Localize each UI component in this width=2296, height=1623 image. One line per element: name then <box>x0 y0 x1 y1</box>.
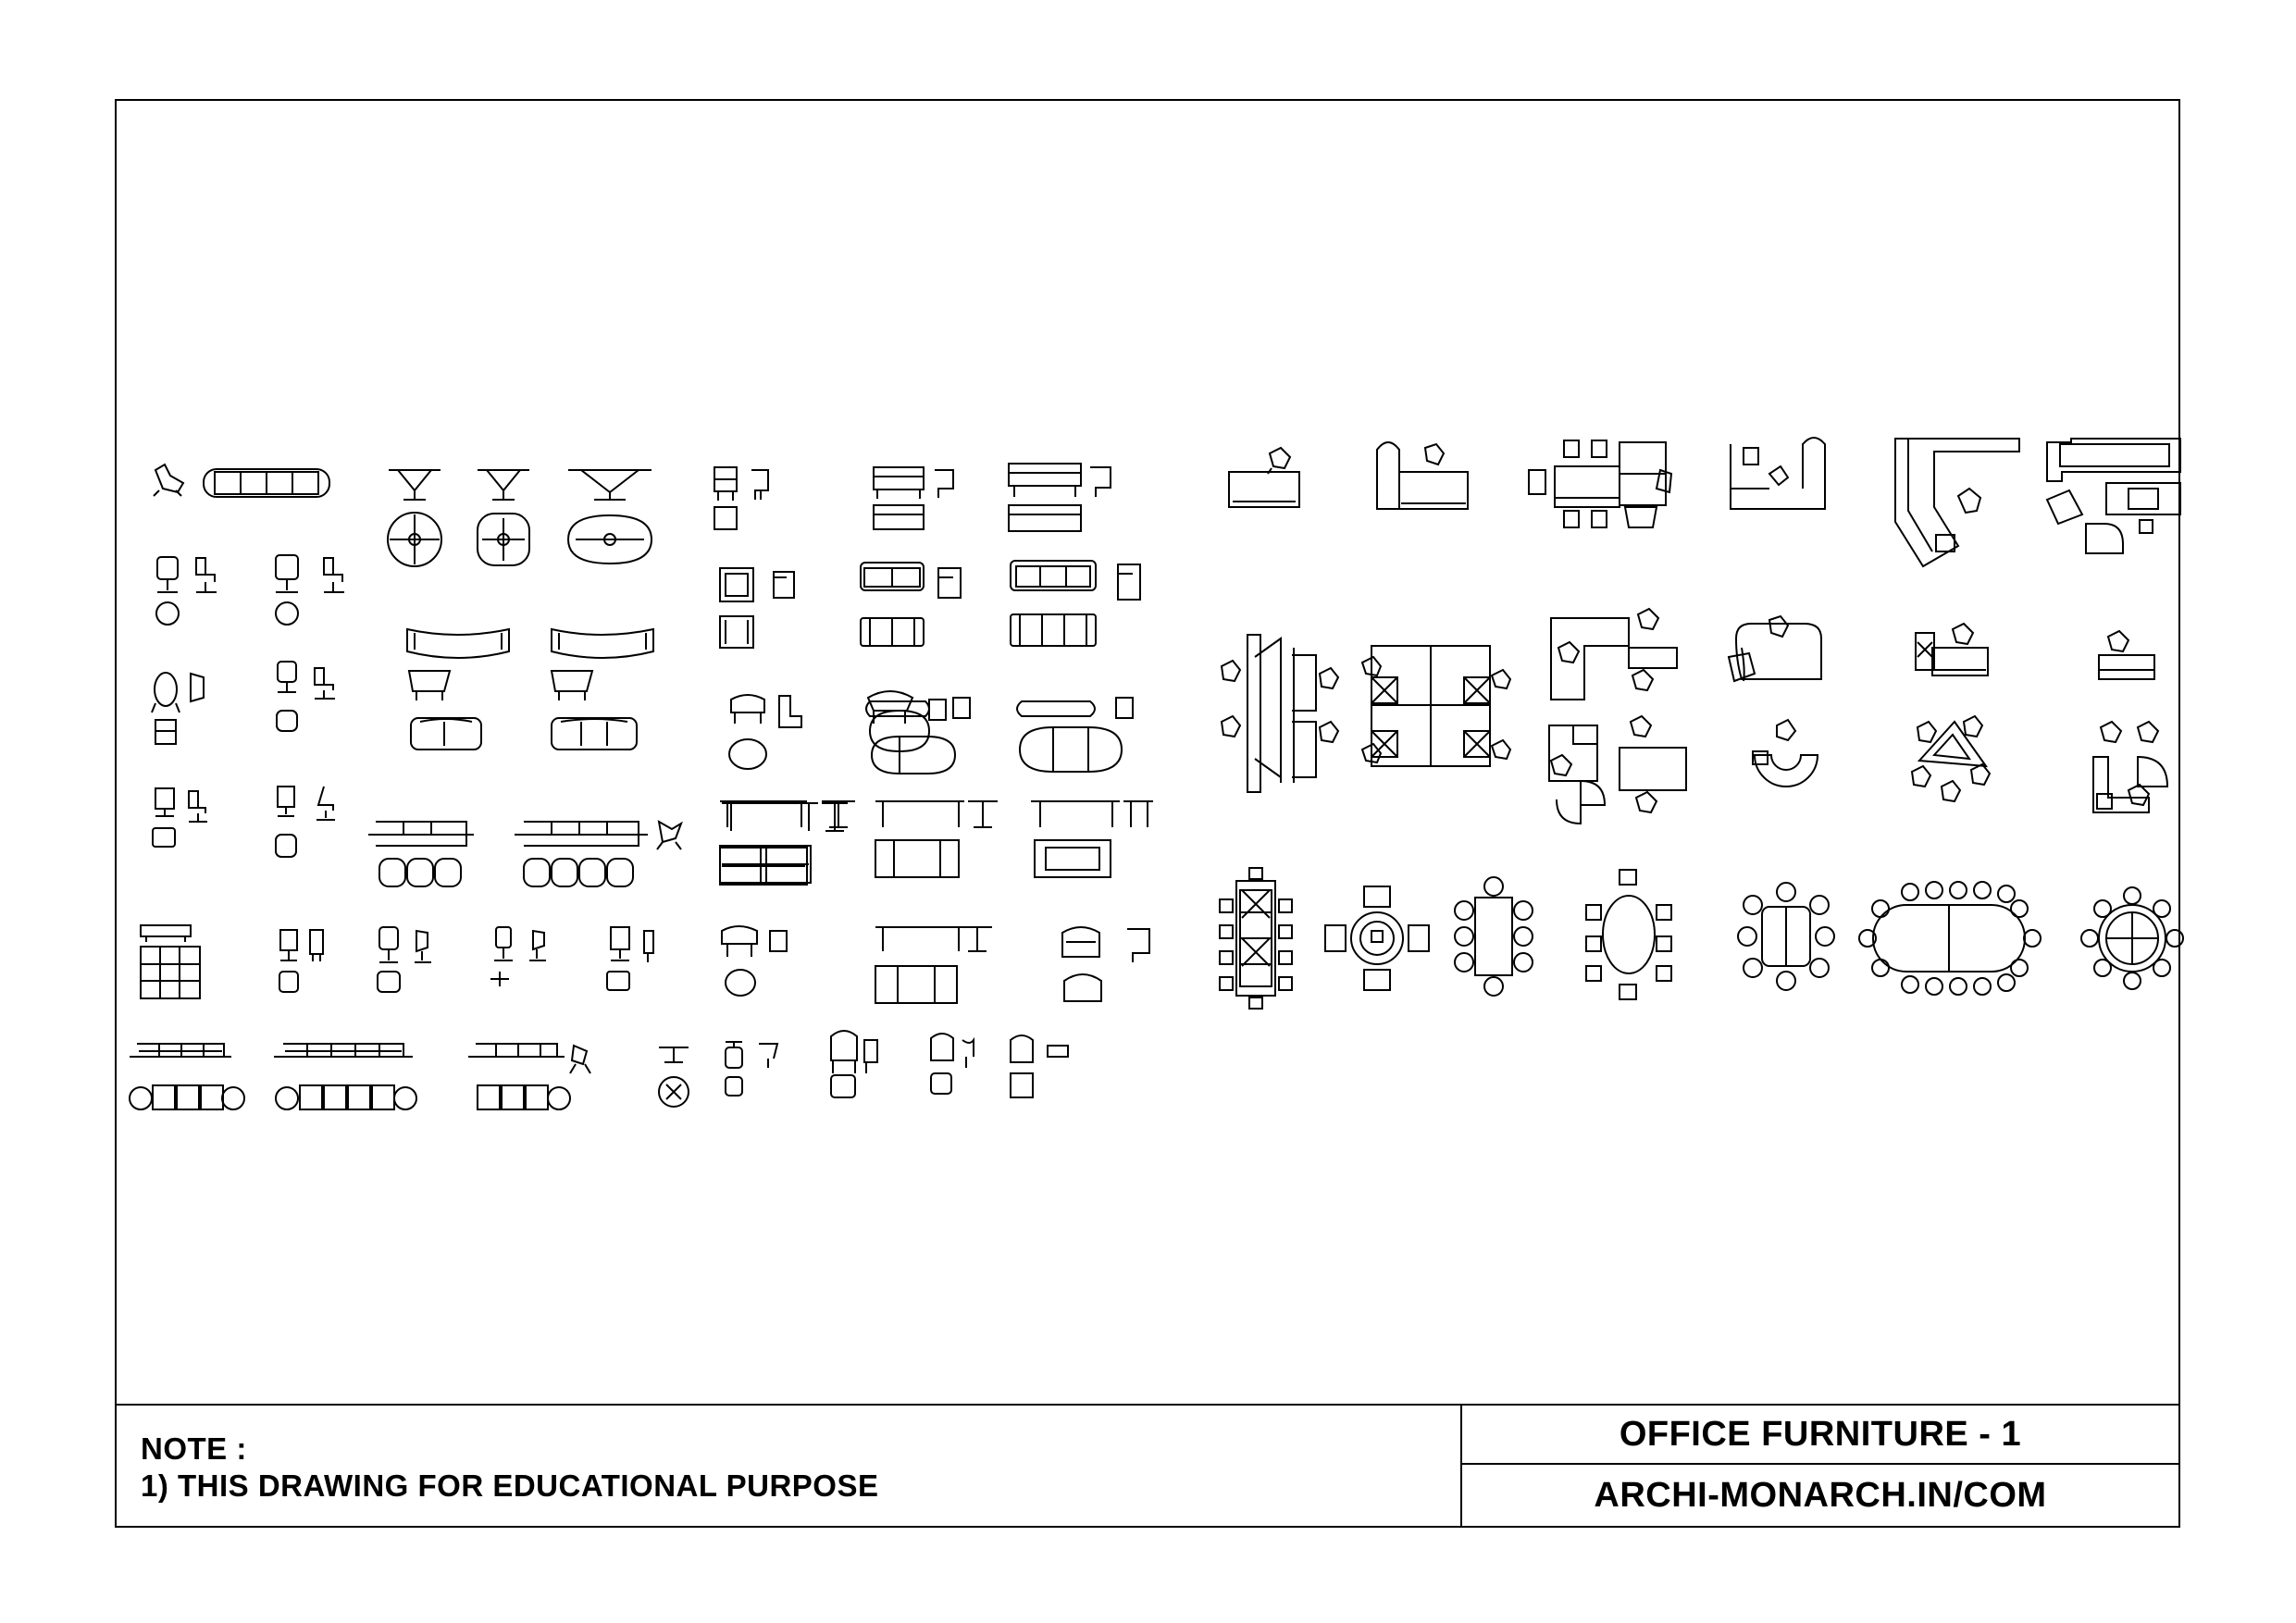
eight-seat-rect-table-symbol <box>1738 883 1834 990</box>
armchair-set-1 <box>714 467 768 529</box>
corner-workstation-symbol <box>1895 439 2019 566</box>
coffee-table-set-3 <box>1031 801 1153 877</box>
sofa-set-curved-3 <box>1017 698 1133 772</box>
l-desk-symbol <box>1377 442 1468 509</box>
website-label: ARCHI-MONARCH.IN/COM <box>1594 1475 2047 1515</box>
oval-meeting-table-symbol <box>1586 870 1671 999</box>
reception-curved-desk-symbol <box>1729 616 1821 787</box>
lounge-corner-symbol <box>2047 439 2180 553</box>
side-chair-beam-symbol <box>657 822 681 849</box>
l-workstation-pair-symbol <box>1549 609 1686 824</box>
lounge-chair-symbol <box>154 465 183 496</box>
l-reception-desk-symbol <box>2093 722 2167 812</box>
round-conference-table-symbol <box>2081 887 2183 989</box>
four-seat-sofa-symbol <box>204 469 329 497</box>
title-block <box>115 1404 2180 1528</box>
team-desk-symbol <box>1529 440 1671 527</box>
boardroom-rect-table-symbol <box>1220 868 1292 1009</box>
cafe-table-symbol <box>659 1047 689 1107</box>
sofa-set-2seat-b <box>861 563 961 646</box>
task-chair-pair-1 <box>156 557 217 625</box>
beam-seating-4-symbol <box>515 822 648 886</box>
sofa-set-curved-1 <box>868 691 946 751</box>
executive-desk-symbol <box>1229 448 1299 507</box>
sheet-title-cell <box>1462 1406 2178 1465</box>
website-cell <box>1462 1465 2178 1526</box>
six-seat-rect-table-symbol <box>1455 877 1533 996</box>
oval-table-symbol <box>568 470 652 564</box>
lounge-table-set <box>720 803 848 885</box>
sofa-set-curved-2 <box>866 698 970 774</box>
cluster-workstation-symbol <box>1222 635 1338 792</box>
beam-bench-long-1 <box>130 1044 244 1109</box>
armchair-set-3 <box>729 695 801 769</box>
task-chair-pair-3 <box>152 673 204 744</box>
round-table-square-symbol <box>478 470 529 565</box>
coffee-table-set-4 <box>875 927 992 1003</box>
curved-sofa-symbol-1 <box>407 629 509 750</box>
four-desk-cluster-symbol <box>1362 646 1510 766</box>
triangle-desk-cluster-symbol <box>1912 716 1990 801</box>
sofa-set-3seat <box>1009 464 1111 531</box>
note-cell <box>117 1406 1462 1526</box>
reception-desk-small-symbol <box>2099 631 2154 679</box>
sofa-set-2seat <box>874 467 953 529</box>
beam-seating-3-symbol <box>368 822 474 886</box>
sofa-set-3seat-b <box>1011 561 1140 646</box>
round-table-small-symbol <box>388 470 441 566</box>
curved-sofa-symbol-2 <box>552 629 653 750</box>
armchair-set-5 <box>1062 927 1149 1001</box>
coffee-table-set-2 <box>875 801 998 877</box>
side-chair-row-symbols <box>279 927 653 992</box>
task-chair-pair-5 <box>153 788 207 847</box>
armchair-set-4 <box>722 926 787 996</box>
task-chair-pair-2 <box>276 555 344 625</box>
storage-cabinet-symbol <box>141 925 200 998</box>
note-line: 1) THIS DRAWING FOR EDUCATIONAL PURPOSE <box>141 1468 879 1503</box>
visitor-chairs-row <box>726 1031 1068 1097</box>
racetrack-conference-table-symbol <box>1859 882 2041 995</box>
small-desk-with-storage-symbol <box>1916 624 1988 675</box>
beam-bench-long-2 <box>274 1044 416 1109</box>
task-chair-pair-4 <box>277 662 335 731</box>
note-label: NOTE : <box>141 1431 247 1466</box>
beam-bench-short-3 <box>468 1044 590 1109</box>
square-meeting-table-symbol <box>1325 886 1429 990</box>
sheet-title: OFFICE FURNITURE - 1 <box>1619 1414 2022 1454</box>
task-chair-pair-6 <box>276 787 335 857</box>
cabin-desk-symbol <box>1731 438 1825 509</box>
armchair-set-2 <box>720 568 794 648</box>
